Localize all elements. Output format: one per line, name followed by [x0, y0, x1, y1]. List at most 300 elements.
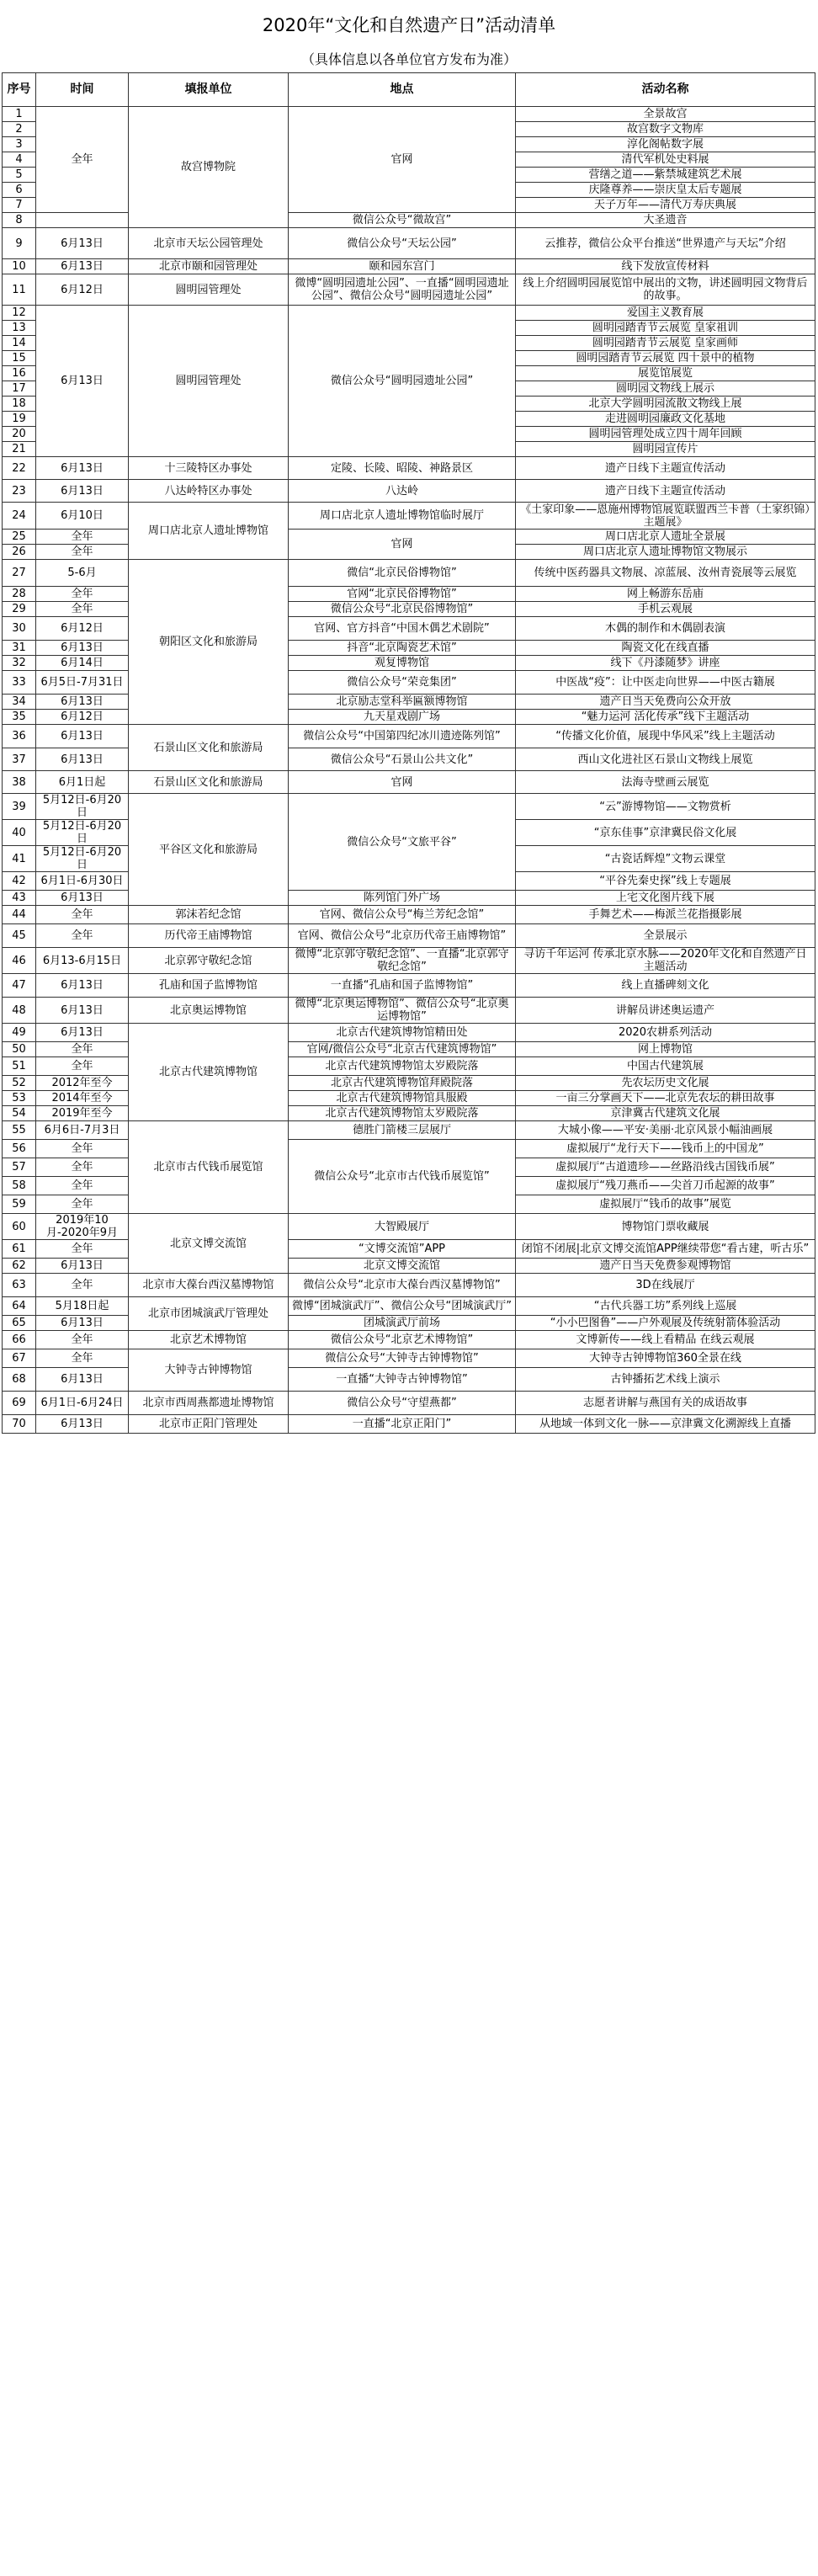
activity-cell: 虚拟展厅“钱币的故事”展览	[516, 1195, 815, 1214]
place-cell: 北京古代建筑博物馆拜殿院落	[289, 1076, 516, 1091]
unit-cell: 北京奥运博物馆	[129, 998, 289, 1024]
table-row	[3, 213, 815, 228]
place-cell: 一直播“孔庙和国子监博物馆”	[289, 974, 516, 998]
table-row	[3, 906, 815, 924]
activity-cell: 全景故宫	[516, 107, 815, 122]
time-cell: 6月1日-6月24日	[36, 1392, 129, 1415]
place-cell: 微信公众号“北京市古代钱币展览馆”	[289, 1140, 516, 1214]
time-cell: 全年	[36, 1042, 129, 1057]
time-cell: 全年	[36, 530, 129, 545]
header-time: 时间	[36, 73, 129, 107]
table-row	[3, 710, 815, 725]
place-cell: 北京古代建筑博物馆具服殿	[289, 1091, 516, 1106]
activity-cell: “平谷先秦史探”线上专题展	[516, 872, 815, 891]
row-index: 13	[3, 321, 36, 336]
time-cell: 2019年至今	[36, 1106, 129, 1121]
activity-cell: 北京大学圆明园流散文物线上展	[516, 397, 815, 412]
table-row	[3, 1214, 815, 1240]
table-header-row	[3, 73, 815, 107]
place-cell: 微博“北京郭守敬纪念馆”、一直播“北京郭守敬纪念馆”	[289, 948, 516, 974]
time-cell: 全年	[36, 1195, 129, 1214]
table-row	[3, 228, 815, 259]
activity-cell: 西山文化进社区石景山文物线上展览	[516, 748, 815, 771]
place-cell: 官网“北京民俗博物馆”	[289, 587, 516, 602]
table-row	[3, 974, 815, 998]
place-cell: 北京文博交流馆	[289, 1259, 516, 1274]
table-row	[3, 671, 815, 695]
activity-cell: “魅力运河 活化传承”线下主题活动	[516, 710, 815, 725]
place-cell: 抖音“北京陶瓷艺术馆”	[289, 641, 516, 656]
activity-cell: 全景展示	[516, 924, 815, 948]
activity-cell: 圆明园宣传片	[516, 442, 815, 457]
row-index: 61	[3, 1240, 36, 1259]
time-cell: 6月13日	[36, 641, 129, 656]
activity-cell: 圆明园踏青节云展览 皇家画师	[516, 336, 815, 351]
unit-cell: 十三陵特区办事处	[129, 457, 289, 480]
time-cell: 全年	[36, 924, 129, 948]
table-row	[3, 1240, 815, 1259]
document-title: 2020年“文化和自然遗产日”活动清单	[262, 15, 556, 35]
row-index: 53	[3, 1091, 36, 1106]
row-index: 15	[3, 351, 36, 366]
row-index: 29	[3, 602, 36, 617]
row-index: 50	[3, 1042, 36, 1057]
activity-cell: 博物馆门票收藏展	[516, 1214, 815, 1240]
row-index: 8	[3, 213, 36, 228]
table-row	[3, 617, 815, 641]
row-index: 51	[3, 1057, 36, 1076]
place-cell: 微信公众号“石景山公共文化”	[289, 748, 516, 771]
table-row	[3, 306, 815, 321]
row-index: 67	[3, 1349, 36, 1368]
time-cell: 6月13日	[36, 1415, 129, 1434]
time-cell: 6月1日起	[36, 771, 129, 794]
row-index: 44	[3, 906, 36, 924]
time-cell: 6月13日	[36, 1316, 129, 1331]
time-cell: 6月12日	[36, 274, 129, 306]
time-cell: 2019年10月-2020年9月	[36, 1214, 129, 1240]
place-cell: 微博“北京奥运博物馆”、微信公众号“北京奥运博物馆”	[289, 998, 516, 1024]
table-row	[3, 656, 815, 671]
row-index: 40	[3, 820, 36, 846]
table-row	[3, 1259, 815, 1274]
unit-cell: 北京市西周燕都遗址博物馆	[129, 1392, 289, 1415]
row-index: 22	[3, 457, 36, 480]
table-row	[3, 602, 815, 617]
activity-cell: 一亩三分掌画天下——北京先农坛的耕田故事	[516, 1091, 815, 1106]
row-index: 39	[3, 794, 36, 820]
row-index: 68	[3, 1368, 36, 1392]
activity-table	[2, 72, 815, 1434]
time-cell: 6月13日	[36, 998, 129, 1024]
unit-cell: 周口店北京人遗址博物馆	[129, 503, 289, 560]
unit-cell: 朝阳区文化和旅游局	[129, 560, 289, 725]
header-place: 地点	[289, 73, 516, 107]
row-index: 10	[3, 259, 36, 274]
place-cell: 大智殿展厅	[289, 1214, 516, 1240]
row-index: 11	[3, 274, 36, 306]
row-index: 36	[3, 725, 36, 748]
row-index: 18	[3, 397, 36, 412]
activity-cell: 虚拟展厅“古道遗珍——丝路沿线古国钱币展”	[516, 1158, 815, 1177]
table-row	[3, 1368, 815, 1392]
time-cell: 全年	[36, 1274, 129, 1297]
table-body	[3, 107, 815, 1434]
unit-cell: 郭沫若纪念馆	[129, 906, 289, 924]
table-row	[3, 1042, 815, 1057]
unit-cell: 石景山区文化和旅游局	[129, 771, 289, 794]
activity-cell: 大钟寺古钟博物馆360全景在线	[516, 1349, 815, 1368]
table-row	[3, 480, 815, 503]
row-index: 42	[3, 872, 36, 891]
row-index: 63	[3, 1274, 36, 1297]
time-cell: 6月12日	[36, 710, 129, 725]
unit-cell: 北京市大葆台西汉墓博物馆	[129, 1274, 289, 1297]
activity-cell: 展览馆展览	[516, 366, 815, 381]
activity-cell: 爱国主义教育展	[516, 306, 815, 321]
unit-cell: 北京艺术博物馆	[129, 1331, 289, 1349]
place-cell: 微信公众号“北京艺术博物馆”	[289, 1331, 516, 1349]
time-cell: 6月13日	[36, 1259, 129, 1274]
place-cell: 官网、官方抖音“中国木偶艺术剧院”	[289, 617, 516, 641]
activity-cell: 遗产日当天免费参观博物馆	[516, 1259, 815, 1274]
table-row	[3, 891, 815, 906]
activity-cell: 3D在线展厅	[516, 1274, 815, 1297]
table-row	[3, 998, 815, 1024]
table-row	[3, 748, 815, 771]
row-index: 38	[3, 771, 36, 794]
unit-cell: 圆明园管理处	[129, 306, 289, 457]
header-activity: 活动名称	[516, 73, 815, 107]
table-row	[3, 1057, 815, 1076]
activity-cell: 圆明园管理处成立四十周年回顾	[516, 427, 815, 442]
table-row	[3, 274, 815, 306]
activity-cell: 庆隆尊养——崇庆皇太后专题展	[516, 183, 815, 198]
place-cell: 颐和园东宫门	[289, 259, 516, 274]
activity-cell: “古代兵器工坊”系列线上巡展	[516, 1297, 815, 1316]
place-cell: 微信公众号“荣竞集团”	[289, 671, 516, 695]
time-cell: 6月12日	[36, 617, 129, 641]
table-row	[3, 1076, 815, 1091]
activity-cell: 圆明园踏青节云展览 四十景中的植物	[516, 351, 815, 366]
time-cell: 全年	[36, 545, 129, 560]
activity-cell: “传播文化价值，展现中华风采”线上主题活动	[516, 725, 815, 748]
row-index: 2	[3, 122, 36, 137]
table-row	[3, 695, 815, 710]
table-row	[3, 1274, 815, 1297]
activity-cell: 遗产日线下主题宣传活动	[516, 457, 815, 480]
activity-cell: 周口店北京人遗址博物馆文物展示	[516, 545, 815, 560]
activity-cell: 周口店北京人遗址全景展	[516, 530, 815, 545]
row-index: 45	[3, 924, 36, 948]
activity-cell: 古钟播拓艺术线上演示	[516, 1368, 815, 1392]
activity-cell: 大圣遗音	[516, 213, 815, 228]
row-index: 9	[3, 228, 36, 259]
place-cell: 微信公众号“文旅平谷”	[289, 794, 516, 891]
row-index: 30	[3, 617, 36, 641]
row-index: 14	[3, 336, 36, 351]
time-cell: 5月12日-6月20日	[36, 794, 129, 820]
activity-cell: 手机云观展	[516, 602, 815, 617]
time-cell: 6月10日	[36, 503, 129, 530]
place-cell: 陈列馆门外广场	[289, 891, 516, 906]
activity-cell: 2020农耕系列活动	[516, 1024, 815, 1042]
unit-cell: 北京市颐和园管理处	[129, 259, 289, 274]
activity-cell: 虚拟展厅“残刀燕币——尖首刀币起源的故事”	[516, 1177, 815, 1195]
activity-cell: 大城小像——平安·美丽·北京风景小幅油画展	[516, 1121, 815, 1140]
activity-cell: 网上畅游东岳庙	[516, 587, 815, 602]
activity-cell: 虚拟展厅“龙行天下——钱币上的中国龙”	[516, 1140, 815, 1158]
row-index: 34	[3, 695, 36, 710]
row-index: 52	[3, 1076, 36, 1091]
row-index: 25	[3, 530, 36, 545]
time-cell: 全年	[36, 602, 129, 617]
row-index: 7	[3, 198, 36, 213]
row-index: 32	[3, 656, 36, 671]
place-cell: 北京古代建筑博物馆精田处	[289, 1024, 516, 1042]
row-index: 60	[3, 1214, 36, 1240]
row-index: 58	[3, 1177, 36, 1195]
table-row	[3, 1331, 815, 1349]
row-index: 55	[3, 1121, 36, 1140]
place-cell: 微博“圆明园遗址公园”、一直播“圆明园遗址公园”、微信公众号“圆明园遗址公园”	[289, 274, 516, 306]
row-index: 48	[3, 998, 36, 1024]
row-index: 35	[3, 710, 36, 725]
table-row	[3, 503, 815, 530]
table-row	[3, 1415, 815, 1434]
table-row	[3, 771, 815, 794]
place-cell: 八达岭	[289, 480, 516, 503]
activity-cell: 手舞艺术——梅派兰花指摄影展	[516, 906, 815, 924]
place-cell: 官网、微信公众号“北京历代帝王庙博物馆”	[289, 924, 516, 948]
row-index: 26	[3, 545, 36, 560]
time-cell: 全年	[36, 107, 129, 213]
time-cell: 6月13日	[36, 695, 129, 710]
place-cell: 微信公众号“中国第四纪冰川遗迹陈列馆”	[289, 725, 516, 748]
activity-cell: 陶瓷文化在线直播	[516, 641, 815, 656]
row-index: 19	[3, 412, 36, 427]
time-cell: 全年	[36, 1331, 129, 1349]
time-cell: 6月13日	[36, 480, 129, 503]
time-cell: 6月1日-6月30日	[36, 872, 129, 891]
row-index: 64	[3, 1297, 36, 1316]
unit-cell: 北京古代建筑博物馆	[129, 1024, 289, 1121]
document-subtitle: （具体信息以各单位官方发布为准）	[300, 51, 517, 67]
time-cell: 5-6月	[36, 560, 129, 587]
time-cell: 5月12日-6月20日	[36, 846, 129, 872]
table-row	[3, 948, 815, 974]
place-cell: 九天星戏剧广场	[289, 710, 516, 725]
place-cell: 团城演武厅前场	[289, 1316, 516, 1331]
time-cell: 全年	[36, 1177, 129, 1195]
row-index: 31	[3, 641, 36, 656]
time-cell: 全年	[36, 906, 129, 924]
row-index: 47	[3, 974, 36, 998]
time-cell: 全年	[36, 1349, 129, 1368]
time-cell: 6月13日	[36, 1368, 129, 1392]
time-cell: 6月13-6月15日	[36, 948, 129, 974]
time-cell: 6月13日	[36, 228, 129, 259]
time-cell: 6月13日	[36, 748, 129, 771]
header-unit: 填报单位	[129, 73, 289, 107]
time-cell: 6月13日	[36, 725, 129, 748]
row-index: 37	[3, 748, 36, 771]
row-index: 28	[3, 587, 36, 602]
row-index: 27	[3, 560, 36, 587]
activity-cell: 木偶的制作和木偶剧表演	[516, 617, 815, 641]
table-row	[3, 587, 815, 602]
table-row	[3, 1024, 815, 1042]
table-row	[3, 1121, 815, 1140]
activity-cell: 线下《丹漆随梦》讲座	[516, 656, 815, 671]
place-cell: 北京励志堂科举匾额博物馆	[289, 695, 516, 710]
row-index: 59	[3, 1195, 36, 1214]
table-row	[3, 1349, 815, 1368]
place-cell: 官网、微信公众号“梅兰芳纪念馆”	[289, 906, 516, 924]
time-cell: 全年	[36, 1140, 129, 1158]
activity-cell: 遗产日线下主题宣传活动	[516, 480, 815, 503]
unit-cell: 圆明园管理处	[129, 274, 289, 306]
row-index: 66	[3, 1331, 36, 1349]
row-index: 20	[3, 427, 36, 442]
row-index: 70	[3, 1415, 36, 1434]
place-cell: 微信公众号“大钟寺古钟博物馆”	[289, 1349, 516, 1368]
table-row	[3, 1297, 815, 1316]
table-row	[3, 1091, 815, 1106]
place-cell: 一直播“北京正阳门”	[289, 1415, 516, 1434]
time-cell: 6月13日	[36, 974, 129, 998]
row-index: 57	[3, 1158, 36, 1177]
row-index: 17	[3, 381, 36, 397]
row-index: 69	[3, 1392, 36, 1415]
activity-cell: 清代军机处史料展	[516, 152, 815, 168]
table-row	[3, 1106, 815, 1121]
activity-cell: 线上直播碑刻文化	[516, 974, 815, 998]
place-cell: 微信公众号“圆明园遗址公园”	[289, 306, 516, 457]
time-cell: 5月18日起	[36, 1297, 129, 1316]
activity-cell: 营缮之道——紫禁城建筑艺术展	[516, 168, 815, 183]
activity-cell: 讲解员讲述奥运遗产	[516, 998, 815, 1024]
activity-cell: 云推荐，微信公众平台推送“世界遗产与天坛”介绍	[516, 228, 815, 259]
place-cell: 微信“北京民俗博物馆”	[289, 560, 516, 587]
place-cell: 微信公众号“天坛公园”	[289, 228, 516, 259]
table-row	[3, 107, 815, 122]
activity-cell: 志愿者讲解与燕国有关的成语故事	[516, 1392, 815, 1415]
time-cell: 全年	[36, 587, 129, 602]
unit-cell: 石景山区文化和旅游局	[129, 725, 289, 771]
activity-cell: 《土家印象——恩施州博物馆展览联盟西兰卡普（土家织锦）主题展》	[516, 503, 815, 530]
place-cell: 定陵、长陵、昭陵、神路景区	[289, 457, 516, 480]
activity-cell: 从地域一体到文化一脉——京津冀文化溯源线上直播	[516, 1415, 815, 1434]
place-cell: “文博交流馆”APP	[289, 1240, 516, 1259]
table-row	[3, 560, 815, 587]
time-cell: 6月13日	[36, 306, 129, 457]
activity-cell: 圆明园踏青节云展览 皇家祖训	[516, 321, 815, 336]
row-index: 46	[3, 948, 36, 974]
row-index: 24	[3, 503, 36, 530]
unit-cell: 平谷区文化和旅游局	[129, 794, 289, 906]
time-cell: 2014年至今	[36, 1091, 129, 1106]
time-cell: 6月13日	[36, 457, 129, 480]
activity-cell: “小小巴图鲁”——户外观展及传统射箭体验活动	[516, 1316, 815, 1331]
place-cell: 德胜门箭楼三层展厅	[289, 1121, 516, 1140]
activity-cell: 中国古代建筑展	[516, 1057, 815, 1076]
unit-cell: 历代帝王庙博物馆	[129, 924, 289, 948]
place-cell: 观复博物馆	[289, 656, 516, 671]
time-cell: 6月13日	[36, 1024, 129, 1042]
place-cell: 周口店北京人遗址博物馆临时展厅	[289, 503, 516, 530]
unit-cell: 北京市团城演武厅管理处	[129, 1297, 289, 1331]
unit-cell: 北京市天坛公园管理处	[129, 228, 289, 259]
activity-cell: “云”游博物馆——文物赏析	[516, 794, 815, 820]
table-row	[3, 1140, 815, 1158]
time-cell: 6月13日	[36, 259, 129, 274]
activity-cell: 传统中医药器具文物展、凉蓝展、汝州青瓷展等云展览	[516, 560, 815, 587]
place-cell: 官网	[289, 107, 516, 213]
time-cell: 5月12日-6月20日	[36, 820, 129, 846]
row-index: 3	[3, 137, 36, 152]
row-index: 21	[3, 442, 36, 457]
activity-cell: 上宅文化图片线下展	[516, 891, 815, 906]
row-index: 41	[3, 846, 36, 872]
unit-cell: 北京文博交流馆	[129, 1214, 289, 1274]
place-cell: 微信公众号“守望燕都”	[289, 1392, 516, 1415]
activity-cell: 淳化阁帖数字展	[516, 137, 815, 152]
activity-cell: 故宫数字文物库	[516, 122, 815, 137]
row-index: 54	[3, 1106, 36, 1121]
unit-cell: 北京市正阳门管理处	[129, 1415, 289, 1434]
activity-cell: 京津冀古代建筑文化展	[516, 1106, 815, 1121]
unit-cell: 孔庙和国子监博物馆	[129, 974, 289, 998]
time-cell: 6月14日	[36, 656, 129, 671]
row-index: 33	[3, 671, 36, 695]
unit-cell: 北京市古代钱币展览馆	[129, 1121, 289, 1214]
time-cell: 全年	[36, 1240, 129, 1259]
row-index: 12	[3, 306, 36, 321]
activity-cell: 圆明园文物线上展示	[516, 381, 815, 397]
row-index: 16	[3, 366, 36, 381]
table-row	[3, 794, 815, 820]
activity-cell: 网上博物馆	[516, 1042, 815, 1057]
row-index: 5	[3, 168, 36, 183]
time-cell: 6月6日-7月3日	[36, 1121, 129, 1140]
table-row	[3, 530, 815, 545]
activity-cell: 线上介绍圆明园展览馆中展出的文物，讲述圆明园文物背后的故事。	[516, 274, 815, 306]
row-index: 56	[3, 1140, 36, 1158]
activity-cell: 线下发放宣传材料	[516, 259, 815, 274]
time-cell: 全年	[36, 1057, 129, 1076]
unit-cell: 大钟寺古钟博物馆	[129, 1349, 289, 1392]
table-row	[3, 1316, 815, 1331]
activity-cell: 法海寺壁画云展览	[516, 771, 815, 794]
row-index: 23	[3, 480, 36, 503]
header-index: 序号	[3, 73, 36, 107]
place-cell: 官网	[289, 530, 516, 560]
time-cell: 6月5日-7月31日	[36, 671, 129, 695]
unit-cell: 北京郭守敬纪念馆	[129, 948, 289, 974]
place-cell: 一直播“大钟寺古钟博物馆”	[289, 1368, 516, 1392]
activity-cell: 文博新传——线上看精品 在线云观展	[516, 1331, 815, 1349]
table-row	[3, 725, 815, 748]
time-cell	[36, 213, 129, 228]
table-row	[3, 924, 815, 948]
activity-cell: “京东佳事”京津冀民俗文化展	[516, 820, 815, 846]
time-cell: 2012年至今	[36, 1076, 129, 1091]
time-cell: 全年	[36, 1158, 129, 1177]
activity-cell: 寻访千年运河 传承北京水脉——2020年文化和自然遗产日主题活动	[516, 948, 815, 974]
place-cell: 北京古代建筑博物馆太岁殿院落	[289, 1057, 516, 1076]
place-cell: 北京古代建筑博物馆太岁殿院落	[289, 1106, 516, 1121]
